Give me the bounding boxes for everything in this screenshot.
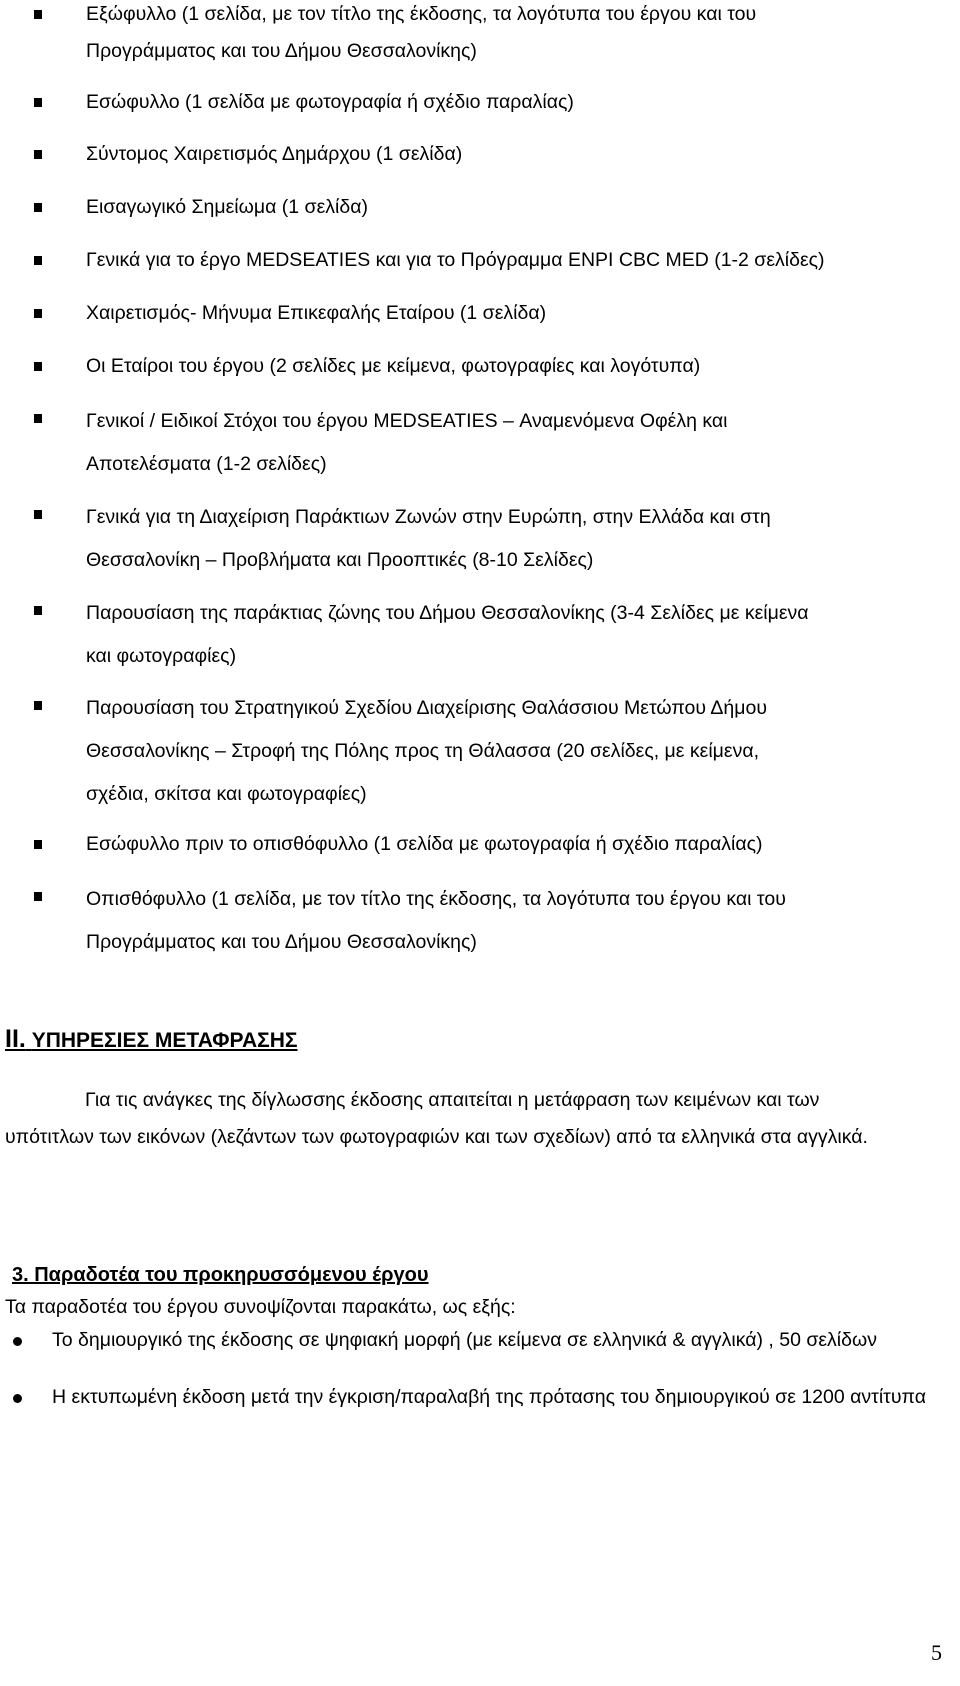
text-line: Εσώφυλλο πριν το οπισθόφυλλο (1 σελίδα με φωτογραφία ή σχέδιο παραλίας) xyxy=(86,833,763,855)
list-item-text xyxy=(86,687,946,816)
text-line: και φωτογραφίες) xyxy=(86,645,237,667)
text-line: Γενικοί / Ειδικοί Στόχοι του έργου MEDSEATIES – Αναμενόμενα Οφέλη και xyxy=(86,410,728,432)
deliverable-text: Η εκτυπωμένη έκδοση μετά την έγκριση/παραλαβή της πρότασης του δημιουργικού σε 1200 αντίτυπα xyxy=(52,1386,926,1408)
list-item-text xyxy=(86,878,946,964)
list-item-text xyxy=(86,189,946,226)
list-item-text xyxy=(86,242,946,279)
square-bullet-icon xyxy=(34,309,42,318)
square-bullet-icon xyxy=(34,414,42,423)
square-bullet-icon xyxy=(34,150,42,159)
text-line: Εξώφυλλο (1 σελίδα, με τον τίτλο της έκδοσης, τα λογότυπα του έργου και του xyxy=(86,3,757,25)
text-line: Εισαγωγικό Σημείωμα (1 σελίδα) xyxy=(86,196,368,218)
square-bullet-icon xyxy=(34,98,42,107)
list-item-text xyxy=(86,400,946,486)
section-heading xyxy=(5,1025,298,1054)
deliverable-text: Το δημιουργικό της έκδοσης σε ψηφιακή μορφή (με κείμενα σε ελληνικά & αγγλικά) , 50 σελίδων xyxy=(52,1329,877,1351)
square-bullet-icon xyxy=(34,510,42,519)
paragraph-first-line: Για τις ανάγκες της δίγλωσσης έκδοσης απαιτείται η μετάφραση των κειμένων και των xyxy=(85,1089,820,1111)
text-line: Προγράμματος και του Δήμου Θεσσαλονίκης) xyxy=(86,40,477,62)
text-line: Γενικά για το έργο MEDSEATIES και για το Πρόγραμμα ENPI CBC MED (1-2 σελίδες) xyxy=(86,249,825,271)
text-line: Οι Εταίροι του έργου (2 σελίδες με κείμενα, φωτογραφίες και λογότυπα) xyxy=(86,355,701,377)
list-item-text xyxy=(86,84,946,121)
text-line: Εσώφυλλο (1 σελίδα με φωτογραφία ή σχέδιο παραλίας) xyxy=(86,91,574,113)
section-numeral: II. xyxy=(5,1025,26,1053)
list-item-text xyxy=(86,0,946,70)
deliverables-intro: Τα παραδοτέα του έργου συνοψίζονται παρακάτω, ως εξής: xyxy=(5,1296,516,1318)
page-number: 5 xyxy=(931,1640,942,1665)
list-item-text xyxy=(86,826,946,863)
square-bullet-icon xyxy=(34,701,42,710)
deliverables-heading: 3. Παραδοτέα του προκηρυσσόμενου έργου xyxy=(12,1264,429,1286)
list-item-text xyxy=(86,592,946,678)
square-bullet-icon xyxy=(34,606,42,615)
list-item-text xyxy=(86,496,946,582)
square-bullet-icon xyxy=(34,362,42,371)
text-line: Αποτελέσματα (1-2 σελίδες) xyxy=(86,453,327,475)
round-bullet-icon xyxy=(13,1337,22,1346)
square-bullet-icon xyxy=(34,10,42,19)
section-title: ΥΠΗΡΕΣΙΕΣ ΜΕΤΑΦΡΑΣΗΣ xyxy=(31,1029,298,1052)
list-item-text xyxy=(86,136,946,173)
paragraph-continuation: υπότιτλων των εικόνων (λεζάντων των φωτογραφιών και των σχεδίων) από τα ελληνικά στα αγγλικά. xyxy=(5,1126,868,1148)
list-item-text xyxy=(86,348,946,385)
translation-paragraph xyxy=(5,1082,930,1156)
text-line: Γενικά για τη Διαχείριση Παράκτιων Ζωνών στην Ευρώπη, στην Ελλάδα και στη xyxy=(86,506,771,528)
square-bullet-icon xyxy=(34,840,42,849)
square-bullet-icon xyxy=(34,892,42,901)
square-bullet-icon xyxy=(34,203,42,212)
text-line: Χαιρετισμός- Μήνυμα Επικεφαλής Εταίρου (1 σελίδα) xyxy=(86,302,547,324)
round-bullet-icon xyxy=(13,1394,22,1403)
list-item-text xyxy=(86,295,946,332)
text-line: Προγράμματος και του Δήμου Θεσσαλονίκης) xyxy=(86,931,477,953)
text-line: σχέδια, σκίτσα και φωτογραφίες) xyxy=(86,783,367,805)
text-line: Σύντομος Χαιρετισμός Δημάρχου (1 σελίδα) xyxy=(86,143,463,165)
text-line: Οπισθόφυλλο (1 σελίδα, με τον τίτλο της έκδοσης, τα λογότυπα του έργου και του xyxy=(86,888,786,910)
text-line: Παρουσίαση του Στρατηγικού Σχεδίου Διαχείρισης Θαλάσσιου Μετώπου Δήμου xyxy=(86,697,767,719)
text-line: Θεσσαλονίκη – Προβλήματα και Προοπτικές (8-10 Σελίδες) xyxy=(86,549,594,571)
text-line: Θεσσαλονίκης – Στροφή της Πόλης προς τη Θάλασσα (20 σελίδες, με κείμενα, xyxy=(86,740,760,762)
square-bullet-icon xyxy=(34,256,42,265)
text-line: Παρουσίαση της παράκτιας ζώνης του Δήμου Θεσσαλονίκης (3-4 Σελίδες με κείμενα xyxy=(86,602,809,624)
